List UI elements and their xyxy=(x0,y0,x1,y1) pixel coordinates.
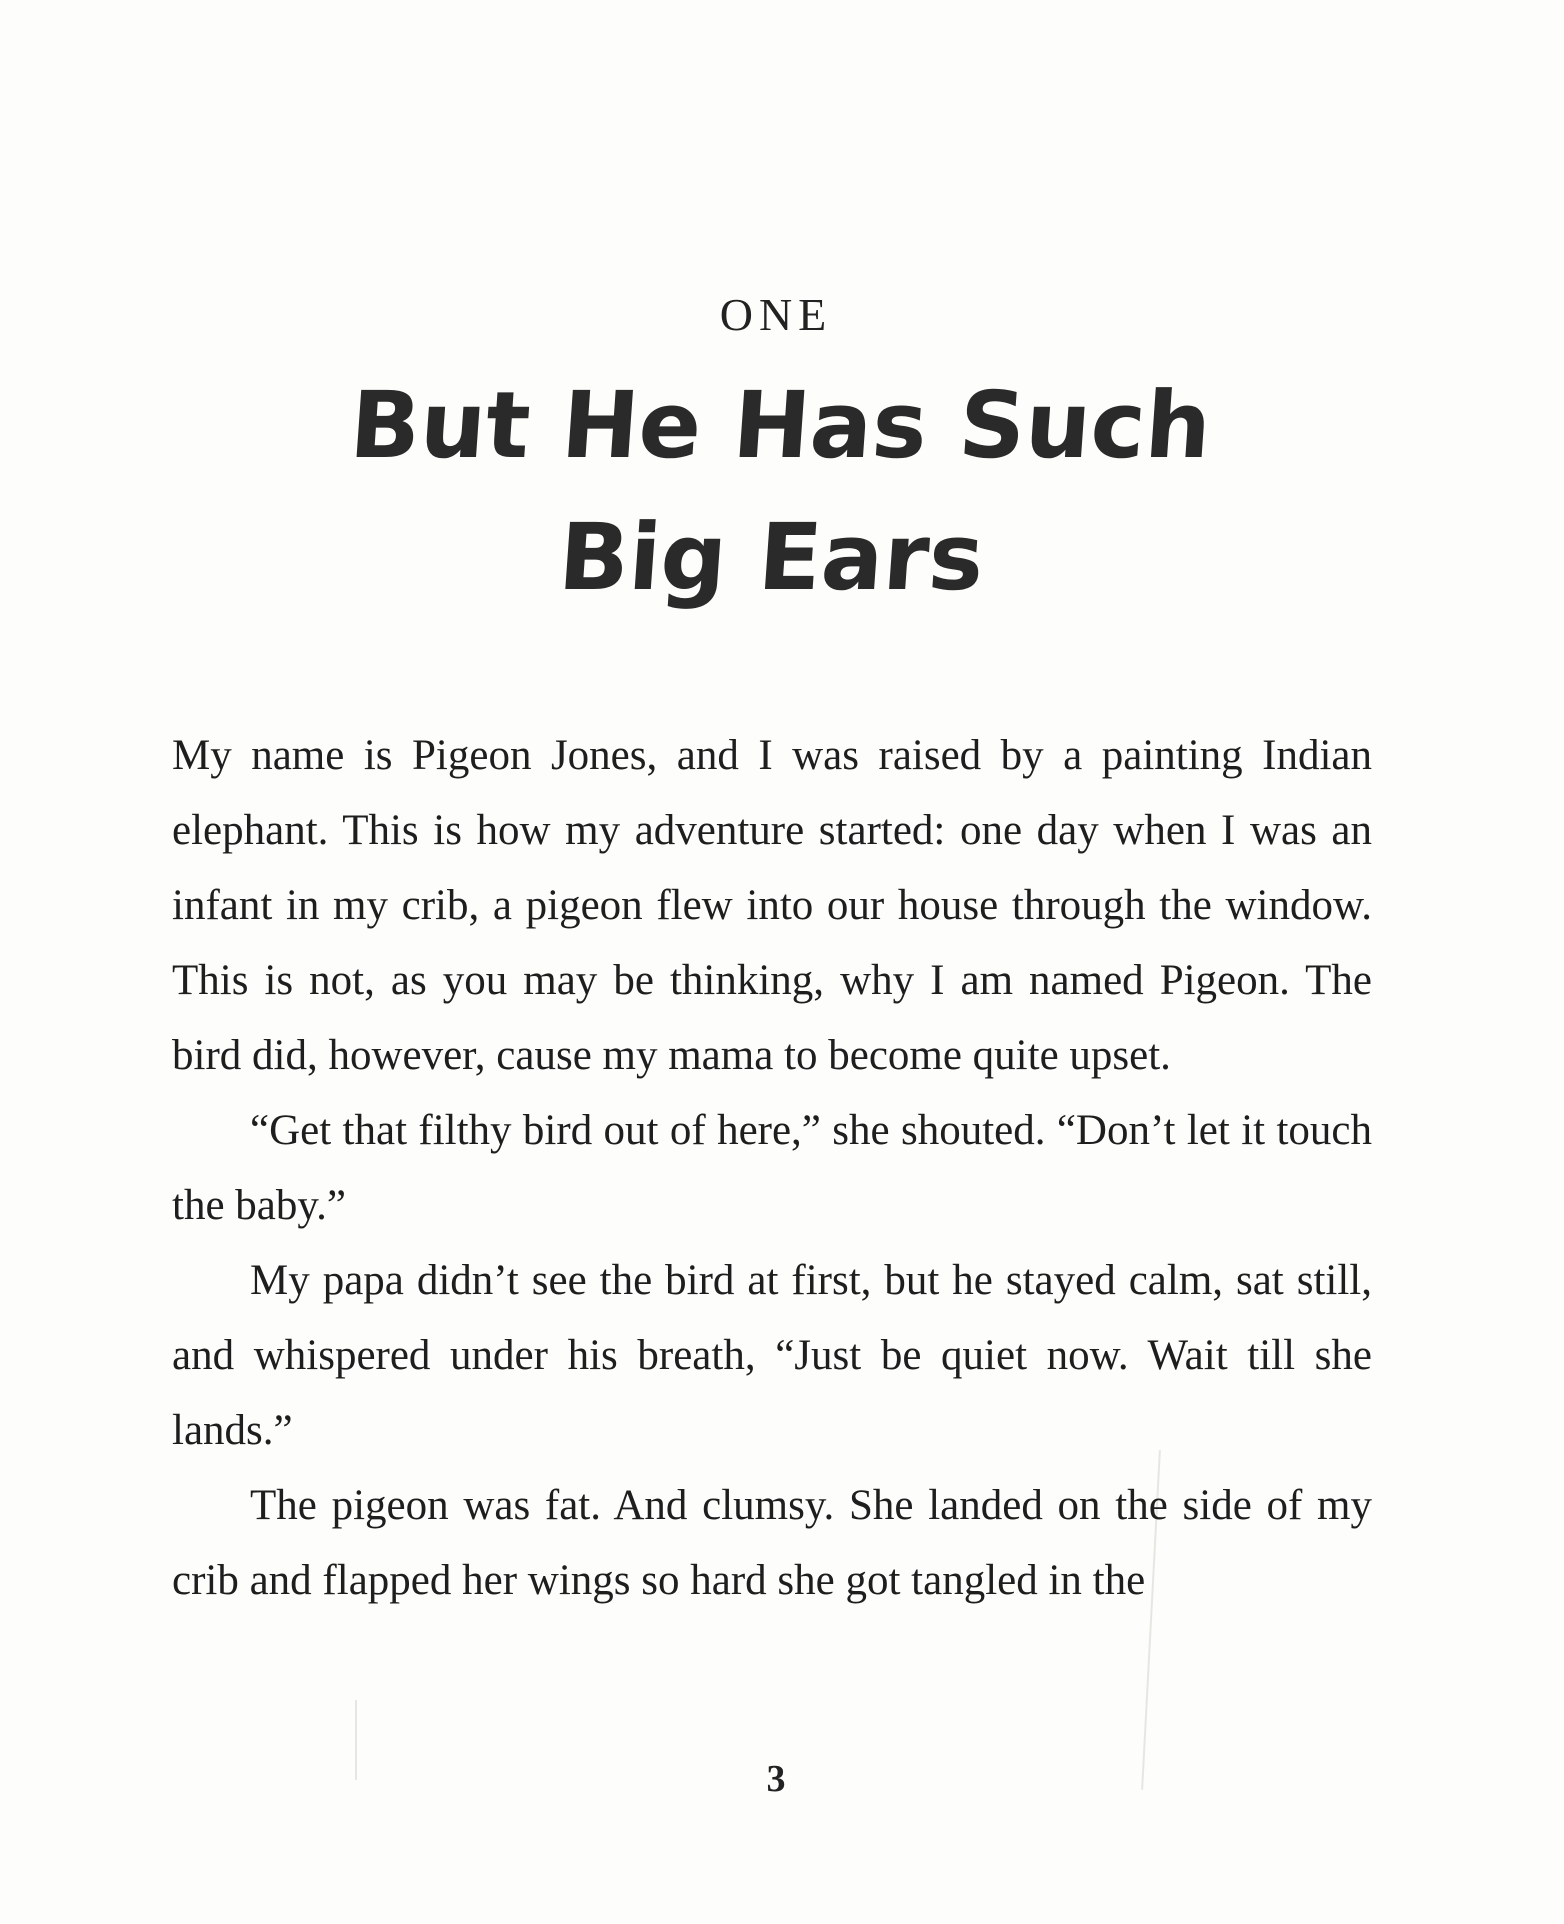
chapter-title-line-1: But He Has Such xyxy=(346,372,1215,479)
paragraph: My papa didn’t see the bird at first, but he stayed calm, sat still, and whispered under his breath, “Just be quiet now. Wait till she lands.” xyxy=(172,1257,1372,1454)
chapter-title-line-2: Big Ears xyxy=(555,504,988,611)
chapter-number: ONE xyxy=(719,289,833,340)
paragraph: The pigeon was fat. And clumsy. She landed on the side of my crib and flapped her wings so hard she got tangled in the xyxy=(172,1482,1372,1604)
paragraph: My name is Pigeon Jones, and I was raised by a painting Indian elephant. This is how my adventure started: one day when I was an infant in my crib, a pigeon flew into our house through the window. This is not, as you may be thinking, why I am named Pigeon. The bird did, however, cause my mama to become quite upset. xyxy=(172,732,1372,1079)
chapter-title xyxy=(0,360,1561,624)
page-number: 3 xyxy=(766,1758,786,1800)
paragraph: “Get that filthy bird out of here,” she shouted. “Don’t let it touch the baby.” xyxy=(172,1107,1372,1229)
body-text xyxy=(172,718,1372,1618)
